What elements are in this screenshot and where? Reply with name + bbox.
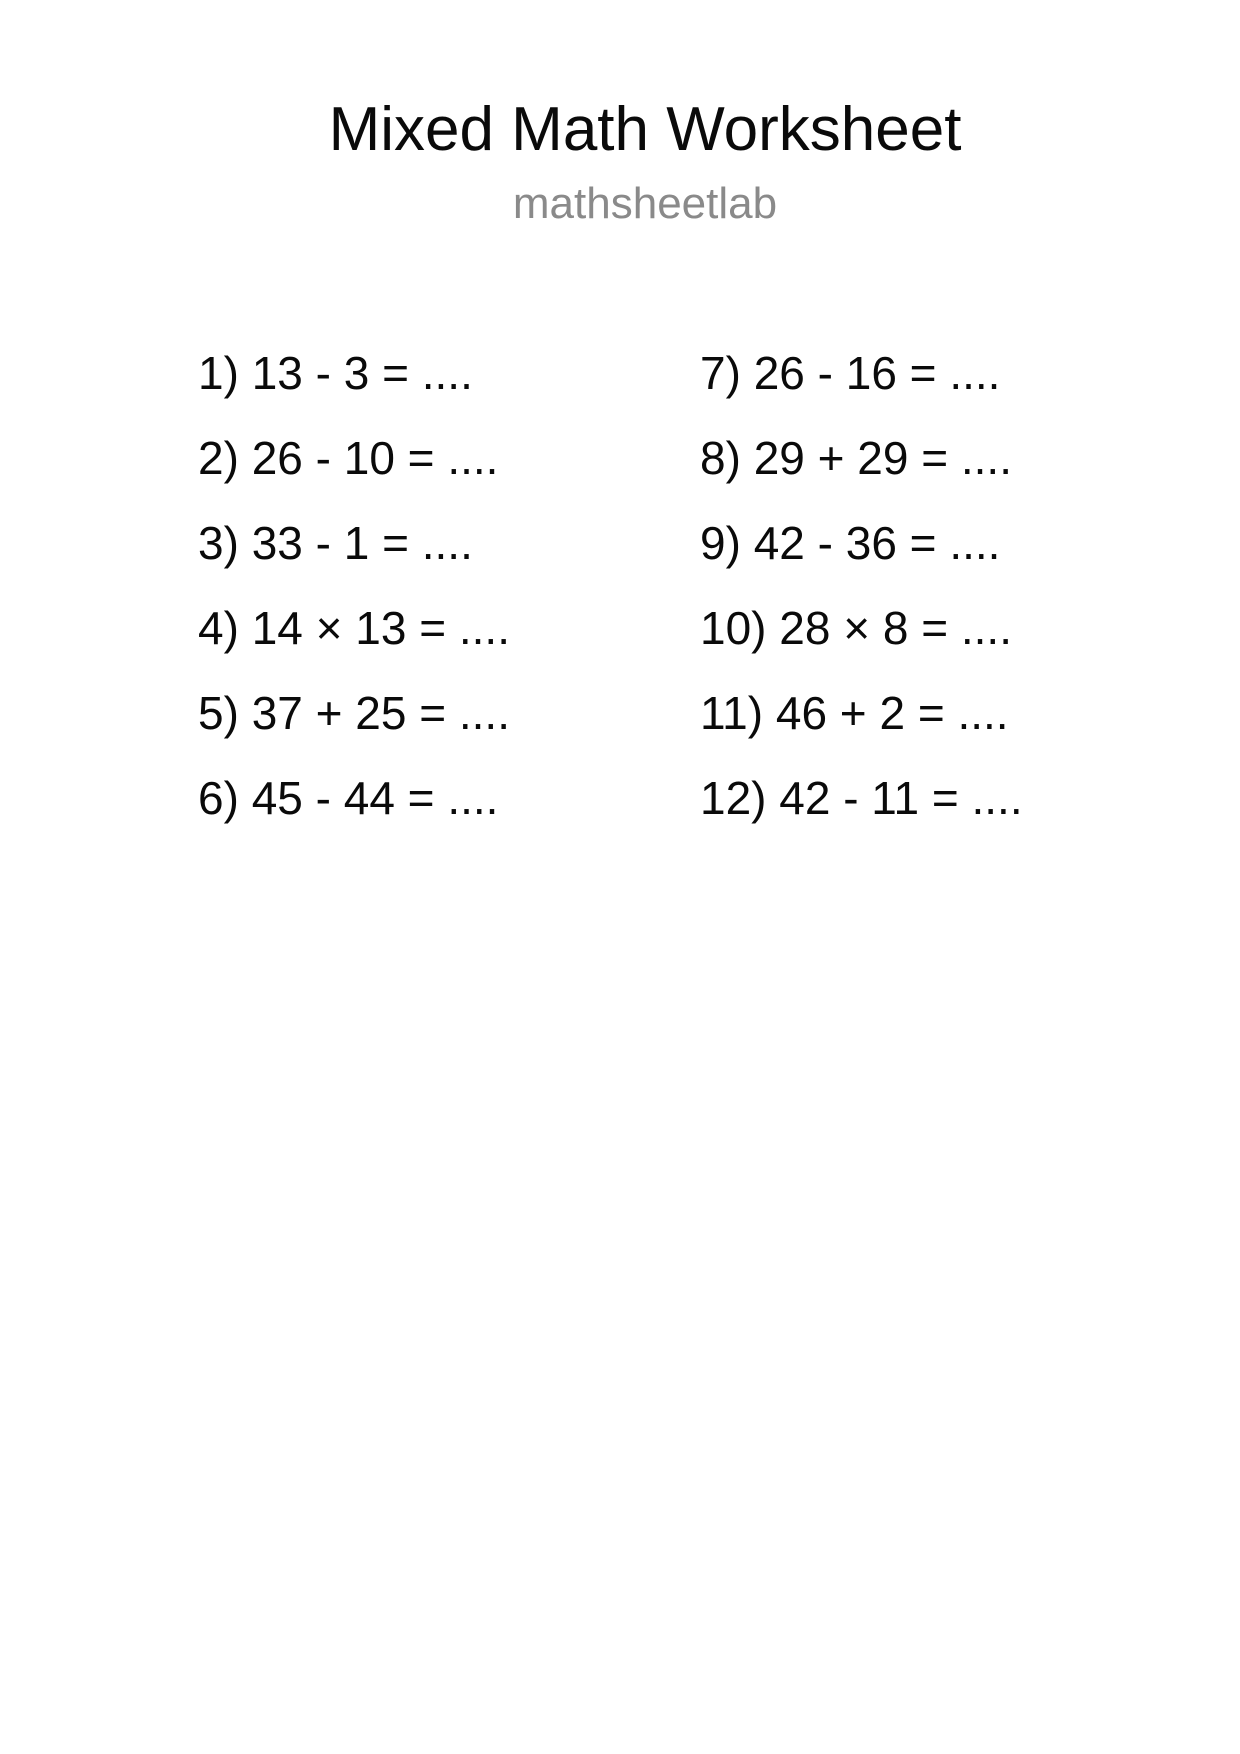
problem-number: 6) bbox=[198, 772, 239, 824]
problem-item bbox=[198, 687, 510, 772]
problem-number: 10) bbox=[700, 602, 767, 654]
problem-number: 12) bbox=[700, 772, 767, 824]
problem-number: 11) bbox=[700, 687, 764, 739]
problem-item bbox=[700, 687, 1023, 772]
problem-item bbox=[198, 517, 510, 602]
page-subtitle: mathsheetlab bbox=[512, 179, 778, 228]
problem-item bbox=[198, 432, 510, 517]
problems-column-right bbox=[700, 347, 1023, 857]
page-title: Mixed Math Worksheet bbox=[328, 95, 962, 164]
problem-equation: 42 - 36 = .... bbox=[753, 517, 1001, 569]
problem-item bbox=[198, 772, 510, 857]
problem-number: 9) bbox=[700, 517, 741, 569]
problem-number: 4) bbox=[198, 602, 239, 654]
problem-equation: 26 - 10 = .... bbox=[251, 432, 499, 484]
problems-column-left bbox=[198, 347, 510, 857]
problem-item bbox=[700, 432, 1023, 517]
problem-equation: 46 + 2 = .... bbox=[775, 687, 1009, 739]
problem-equation: 37 + 25 = .... bbox=[251, 687, 510, 739]
problem-item bbox=[198, 602, 510, 687]
problem-equation: 14 × 13 = .... bbox=[251, 602, 510, 654]
problem-number: 3) bbox=[198, 517, 239, 569]
problem-item bbox=[700, 517, 1023, 602]
problem-item bbox=[700, 772, 1023, 857]
problem-equation: 26 - 16 = .... bbox=[753, 347, 1001, 399]
problem-equation: 33 - 1 = .... bbox=[251, 517, 473, 569]
problem-item bbox=[700, 602, 1023, 687]
problem-number: 5) bbox=[198, 687, 239, 739]
problem-equation: 45 - 44 = .... bbox=[251, 772, 499, 824]
problem-number: 2) bbox=[198, 432, 239, 484]
problem-number: 8) bbox=[700, 432, 741, 484]
worksheet-header bbox=[25, 95, 1240, 228]
problem-item bbox=[198, 347, 510, 432]
problem-equation: 29 + 29 = .... bbox=[753, 432, 1012, 484]
problem-number: 1) bbox=[198, 347, 239, 399]
problem-number: 7) bbox=[700, 347, 741, 399]
problem-equation: 28 × 8 = .... bbox=[779, 602, 1012, 654]
problem-equation: 13 - 3 = .... bbox=[251, 347, 473, 399]
problem-equation: 42 - 11 = .... bbox=[779, 772, 1023, 824]
problem-item bbox=[700, 347, 1023, 432]
